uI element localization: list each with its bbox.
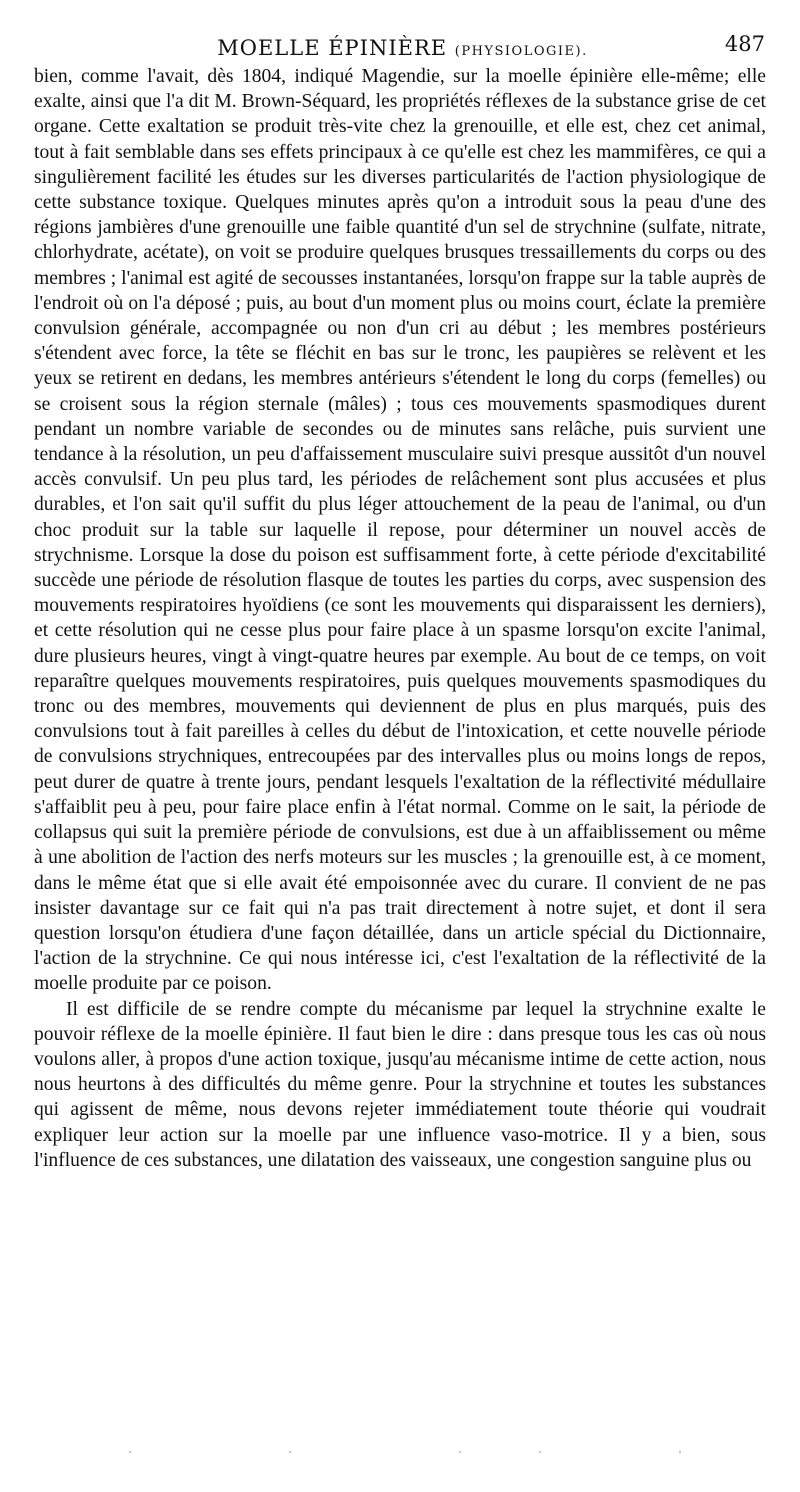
paragraph: Il est difficile de se rendre compte du mécanisme par lequel la strychnine exalte le pouvoir réflexe de la moelle épinière. Il faut bien le dire : dans presque tous les cas où nous voulons aller, à propos d'une action toxique, jusqu'au mécanisme intime de cette action, nous nous heurtons à des difficultés du même genre. Pour la strychnine et toutes les substances qui agissent de même, nous devons rejeter immédiatement toute théorie qui voudrait expliquer leur action sur la moelle par une influence vaso-motrice. Il y a bien, sous l'influence de ces substances, une dilatation des vaisseaux, une congestion sanguine plus ou xyxy=(34,998,766,1171)
body-text xyxy=(34,64,766,1173)
running-title xyxy=(40,36,765,60)
running-title-main: MOELLE ÉPINIÈRE xyxy=(217,36,448,60)
running-title-sub: (PHYSIOLOGIE). xyxy=(454,44,588,59)
page-number: 487 xyxy=(724,32,765,56)
paragraph: bien, comme l'avait, dès 1804, indiqué Magendie, sur la moelle épinière elle-même; elle exalte, ainsi que l'a dit M. Brown-Séquard, les propriétés réflexes de la substance grise de cet organe. Cette exaltation se produit très-vite chez la grenouille, et elle est, chez cet animal, tout à fait semblable dans ses effets principaux à ce qu'elle est chez les mammifères, ce qui a singulièrement facilité les études sur les diverses particularités de l'action physiologique de cette substance toxique. Quelques minutes après qu'on a introduit sous la peau d'une des régions jambières d'une grenouille une faible quantité d'un sel de strychnine (sulfate, nitrate, chlorhydrate, acétate), on voit se produire quelques brusques tressaillements du corps ou des membres ; l'animal est agité de secousses instantanées, lorsqu'on frappe sur la table auprès de l'endroit où on l'a déposé ; puis, au bout d'un moment plus ou moins court, éclate la première convulsion générale, accompagnée ou non d'un cri au début ; les membres postérieurs s'étendent avec force, la tête se fléchit en bas sur le tronc, les paupières se relèvent et les yeux se retirent en dedans, les membres antérieurs s'étendent le long du corps (femelles) ou se croisent sous la région sternale (mâles) ; tous ces mouvements spasmodiques durent pendant un nombre variable de secondes ou de minutes sans relâche, puis survient une tendance à la résolution, un peu d'affaissement musculaire suivi presque aussitôt d'un nouvel accès convulsif. Un peu plus tard, les périodes de relâchement sont plus accusées et plus durables, et l'on sait qu'il suffit du plus léger attouchement de la peau de l'animal, ou d'un choc produit sur la table sur laquelle il repose, pour déterminer un nouvel accès de strychnisme. Lorsque la dose du poison est suffisamment forte, à cette période d'excitabilité succède une période de résolution flasque de toutes les parties du corps, avec suspension des mouvements respiratoires hyoïdiens (ce sont les mouvements qui disparaissent les derniers), et cette résolution qui ne cesse plus pour faire place à un spasme lorsqu'on excite l'animal, dure plusieurs heures, vingt à vingt-quatre heures par exemple. Au bout de ce temps, on voit reparaître quelques mouvements respiratoires, puis quelques mouvements spasmodiques du tronc ou des membres, mouvements qui deviennent de plus en plus marqués, puis des convulsions tout à fait pareilles à celles du début de l'intoxication, et cette nouvelle période de convulsions strychniques, entrecoupées par des intervalles plus ou moins longs de repos, peut durer de quatre à trente jours, pendant lesquels l'exaltation de la réflectivité médullaire s'affaiblit peu à peu, pour faire place enfin à l'état normal. Comme on le sait, la période de collapsus qui suit la première période de convulsions, est due à un affaiblissement ou même à une abolition de l'action des nerfs moteurs sur les muscles ; la grenouille est, à ce moment, dans le même état que si elle avait été empoisonnée avec du curare. Il convient de ne pas insister davantage sur ce fait qui n'a pas trait directement à notre sujet, et dont il sera question lorsqu'on étudiera d'une façon détaillée, dans un article spécial du Dictionnaire, l'action de la strychnine. Ce qui nous intéresse ici, c'est l'exaltation de la réflectivité de la moelle produite par ce poison. xyxy=(34,66,766,995)
scan-specks xyxy=(120,1450,720,1454)
running-head xyxy=(40,32,765,62)
